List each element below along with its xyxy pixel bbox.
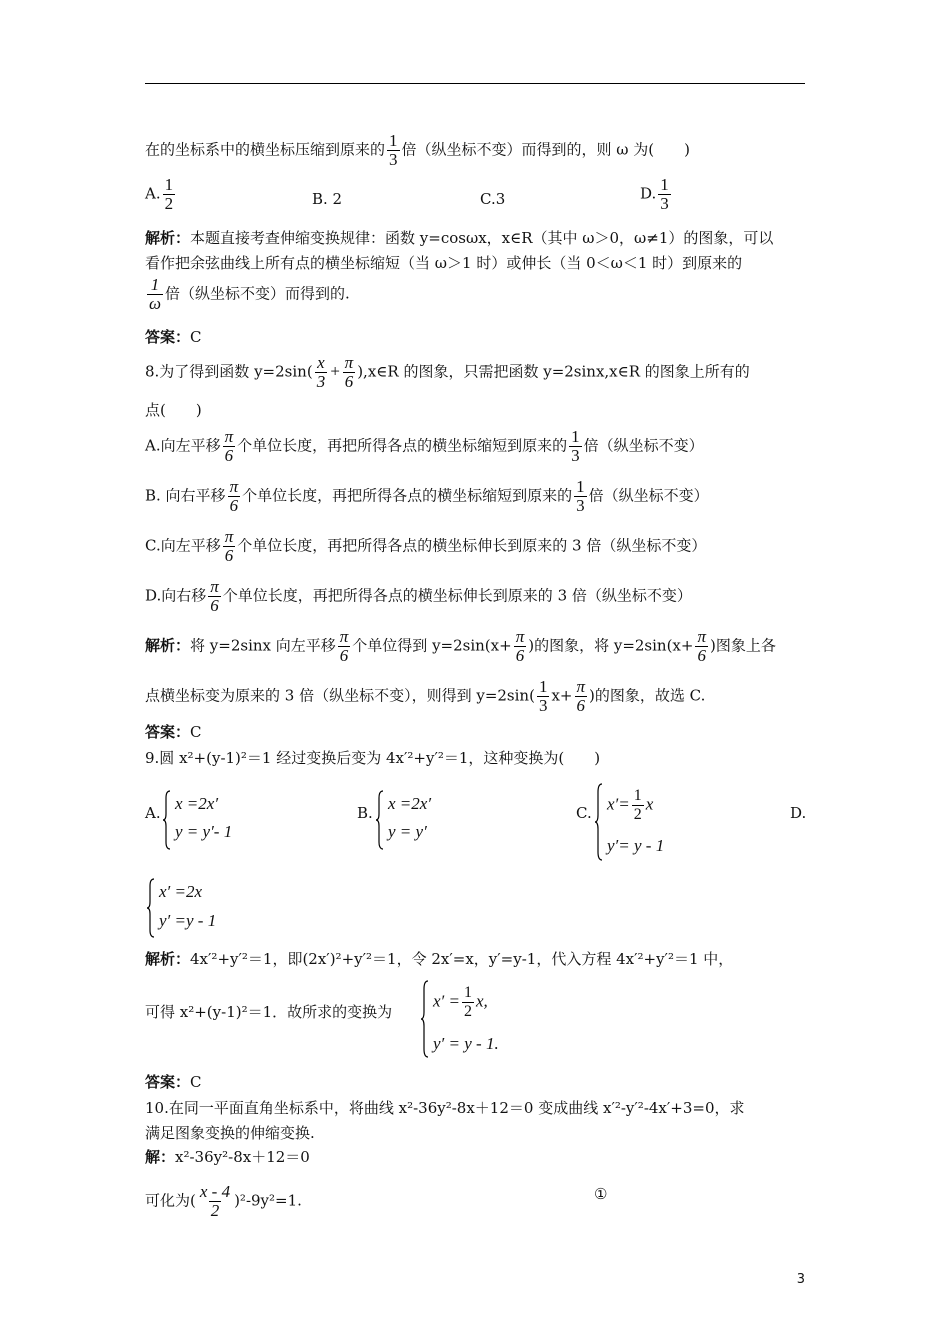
q8-stem-1: 8.为了得到函数 y=2sin( $\frac{x}{3}$ + $\frac{\pi}{6}$ ),x∈R 的图象，只需把函数 y=2sinx,x∈R 的图象上所有的 xyxy=(145,353,750,391)
q9-option-b: x =2x′ y = y′ xyxy=(376,790,476,850)
equation-number-1: ① xyxy=(594,1185,608,1203)
q9-solution-system: x′ = $\frac{1}{2}$ x, y′ = y - 1. xyxy=(421,980,531,1058)
q7-solution-1: 解析：本题直接考查伸缩变换规律：函数 y=cosωx，x∈R（其中 ω＞0，ω≠1）的图象，可以 xyxy=(145,229,774,247)
q7-stem: 在的坐标系中的横坐标压缩到原来的 $\frac{1}{3}$ 倍（纵坐标不变）而得到的，则 ω 为( ) xyxy=(145,131,690,169)
q8-option-d: D.向右移 $\frac{\pi}{6}$ 个单位长度，再把所得各点的横坐标伸长到原来的 3 倍（纵坐标不变） xyxy=(145,577,692,615)
q7-option-b: B. 2 xyxy=(312,190,343,208)
q9-solution-2: 可得 x²+(y-1)²＝1．故所求的变换为 xyxy=(145,1003,393,1021)
q8-solution-1: 解析：将 y=2sinx 向左平移 $\frac{\pi}{6}$ 个单位得到 y=2sin(x+ $\frac{\pi}{6}$ )的图象，将 y=2sin(x+ $\frac{\pi}{6}$ )图象上各 xyxy=(145,627,776,665)
q9-option-d-label: D. xyxy=(790,804,807,822)
q8-answer: 答案：C xyxy=(145,723,202,741)
fraction-1-3: $\frac{1}{3}$ xyxy=(389,131,398,169)
q8-option-a: A.向左平移 $\frac{\pi}{6}$ 个单位长度，再把所得各点的横坐标缩短到原来的 $\frac{1}{3}$ 倍（纵坐标不变） xyxy=(145,427,704,465)
q9-option-d: x′ =2x y′ =y - 1 xyxy=(147,878,257,938)
q8-option-c: C.向左平移 $\frac{\pi}{6}$ 个单位长度，再把所得各点的横坐标伸长到原来的 3 倍（纵坐标不变） xyxy=(145,527,707,565)
q8-option-b: B. 向右平移 $\frac{\pi}{6}$ 个单位长度，再把所得各点的横坐标缩短到原来的 $\frac{1}{3}$ 倍（纵坐标不变） xyxy=(145,477,709,515)
q10-stem-2: 满足图象变换的伸缩变换. xyxy=(145,1124,315,1142)
q7-answer: 答案：C xyxy=(145,328,202,346)
q7-option-a: A. $\frac{1}{2}$ xyxy=(145,175,174,213)
q7-solution-3: $\frac{1}{\omega}$ 倍（纵坐标不变）而得到的. xyxy=(149,275,350,313)
q9-answer: 答案：C xyxy=(145,1073,202,1091)
page-number: 3 xyxy=(796,1272,805,1287)
q9-option-a: x =2x′ y = y′- 1 xyxy=(163,790,283,850)
q7-solution-2: 看作把余弦曲线上所有点的横坐标缩短（当 ω＞1 时）或伸长（当 0＜ω＜1 时）到原来的 xyxy=(145,254,743,272)
q10-stem-1: 10.在同一平面直角坐标系中，将曲线 x²-36y²-8x＋12＝0 变成曲线 x′²-y′²-4x′+3=0，求 xyxy=(145,1099,745,1117)
q7-option-c: C.3 xyxy=(480,190,506,208)
q8-solution-2: 点横坐标变为原来的 3 倍（纵坐标不变），则得到 y=2sin( $\frac{1}{3}$ x+ $\frac{\pi}{6}$ )的图象，故选 C. xyxy=(145,677,706,715)
q8-stem-2: 点( ) xyxy=(145,401,202,419)
q9-option-b-label: B. xyxy=(357,804,373,822)
q10-solution-1: 解：x²-36y²-8x＋12＝0 xyxy=(145,1148,310,1166)
q9-solution-1: 解析：4x′²+y′²＝1，即(2x′)²+y′²＝1，令 2x′=x，y′=y-1，代入方程 4x′²+y′²＝1 中， xyxy=(145,950,734,968)
header-rule xyxy=(145,83,805,84)
q9-option-c: x′= $\frac{1}{2}$ x y′= y - 1 xyxy=(595,783,705,861)
q7-option-d: D. $\frac{1}{3}$ xyxy=(640,175,669,213)
q10-solution-2: 可化为( $\frac{x - 4}{2}$ )²-9y²=1. xyxy=(145,1182,302,1220)
q9-option-c-label: C. xyxy=(576,804,592,822)
q9-stem: 9.圆 x²+(y-1)²＝1 经过变换后变为 4x′²+y′²＝1，这种变换为( ) xyxy=(145,749,601,767)
q9-option-a-label: A. xyxy=(145,804,161,822)
